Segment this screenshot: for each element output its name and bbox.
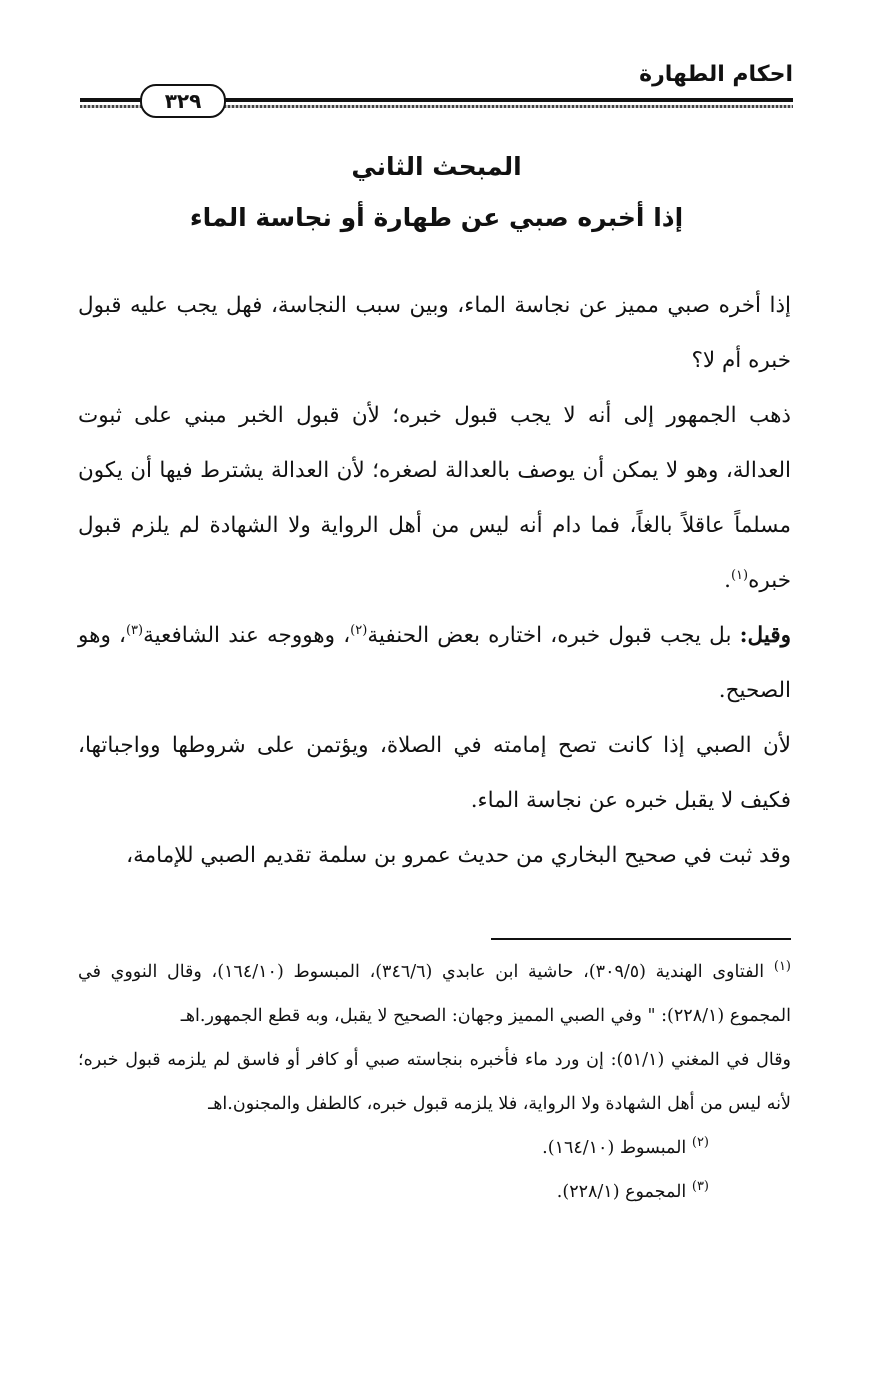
footnote-ref[interactable]: (٣) (125, 622, 144, 638)
paragraph-text: بل يجب قبول خبره، اختاره بعض الحنفية (367, 623, 740, 648)
footnote-ref[interactable]: (١) (730, 567, 749, 583)
footnote-ref[interactable]: (٢) (350, 622, 368, 638)
footnote-text: المجموع (٢٢٨/١). (556, 1182, 692, 1202)
section-heading: المبحث الثاني (351, 152, 522, 181)
paragraph-text: ذهب الجمهور إلى أنه لا يجب قبول خبره؛ لأن قبول الخبر مبني على ثبوت العدالة، وهو لا يمكن أن يوصف بالعدالة لصغره؛ لأن العدالة يشترط فيها أن يكون مسلماً عاقلاً بالغاً، فما دام أنه ليس من أهل الرواية ولا الشهادة لم يلزم قبول خبره (78, 403, 791, 593)
footnote-text: وقال في المغني (٥١/١): إن ورد ماء فأخبره بنجاسته صبي أو كافر أو فاسق لم يلزمه قبول خبره؛ لأنه ليس من أهل الشهادة ولا الرواية، فلا يلزمه قبول خبره، كالطفل والمجنون.اهـ (78, 1050, 792, 1114)
footnote-mark: (٢) (691, 1135, 709, 1151)
page-number: ٣٢٩ (140, 84, 226, 118)
footnote-text: الفتاوى الهندية (٣٠٩/٥)، حاشية ابن عابدي (٣٤٦/٦)، المبسوط (١٦٤/١٠)، وقال النووي في المجموع (٢٢٨/١): " وفي الصبي المميز وجهان: الصحيح لا يقبل، وبه قطع الجمهور.اهـ (78, 962, 791, 1026)
paragraph-text: ، وهووجه عند الشافعية (143, 623, 351, 648)
paragraph-1 (78, 278, 791, 388)
paragraph-lead: وقيل: (739, 623, 791, 648)
paragraph-tail: ، وهو الصحيح. (78, 623, 791, 703)
paragraph-3 (78, 608, 791, 718)
footnote-mark: (١) (773, 959, 791, 975)
body-text (78, 278, 791, 883)
paragraph-5 (78, 828, 791, 883)
paragraph-2 (78, 388, 791, 608)
footnotes (78, 950, 791, 1214)
footnote-separator (491, 938, 791, 940)
paragraph-text: إذا أخره صبي مميز عن نجاسة الماء، وبين سبب النجاسة، فهل يجب عليه قبول خبره أم لا؟ (78, 293, 791, 373)
footnote-3 (78, 1170, 791, 1214)
paragraph-text: لأن الصبي إذا كانت تصح إمامته في الصلاة، ويؤتمن على شروطها وواجباتها، فكيف لا يقبل خبره عن نجاسة الماء. (78, 733, 791, 813)
footnote-2 (78, 1126, 791, 1170)
running-title: احكام الطهارة (639, 62, 793, 87)
footnote-1-continued (78, 1038, 791, 1126)
chapter-title: إذا أخبره صبي عن طهارة أو نجاسة الماء (189, 203, 684, 232)
paragraph-tail: . (724, 568, 731, 593)
footnote-mark: (٣) (691, 1179, 709, 1195)
footnote-1 (78, 950, 791, 1038)
paragraph-text: وقد ثبت في صحيح البخاري من حديث عمرو بن سلمة تقديم الصبي للإمامة، (126, 843, 791, 868)
paragraph-4 (78, 718, 791, 828)
footnote-text: المبسوط (١٦٤/١٠). (542, 1138, 692, 1158)
